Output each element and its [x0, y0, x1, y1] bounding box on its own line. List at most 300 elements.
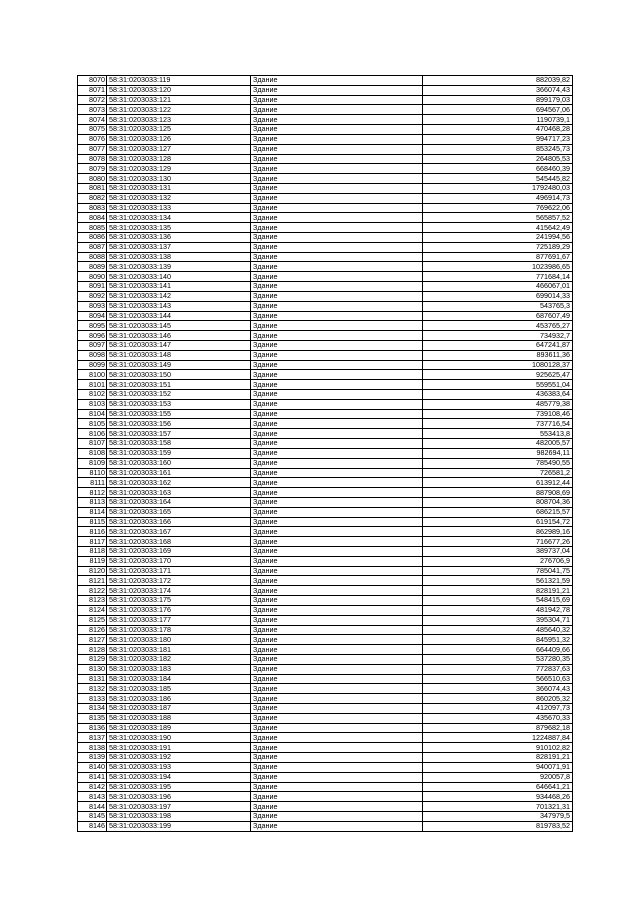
row-number-cell: 8114: [78, 507, 107, 517]
row-number-cell: 8080: [78, 174, 107, 184]
cadastral-value-cell: 561321,59: [423, 576, 573, 586]
row-number-cell: 8140: [78, 762, 107, 772]
table-row: [78, 605, 573, 615]
cadastral-value-cell: 699014,33: [423, 291, 573, 301]
row-number-cell: 8083: [78, 203, 107, 213]
table-row: [78, 792, 573, 802]
row-number-cell: 8113: [78, 497, 107, 507]
table-row: [78, 95, 573, 105]
cadastral-number-cell: 58:31:0203033:195: [107, 782, 251, 792]
cadastral-value-cell: 1080128,37: [423, 360, 573, 370]
object-type-cell: Здание: [251, 331, 423, 341]
table-row: [78, 301, 573, 311]
cadastral-value-cell: 734932,7: [423, 331, 573, 341]
table-row: [78, 802, 573, 812]
table-row: [78, 488, 573, 498]
row-number-cell: 8071: [78, 85, 107, 95]
table-row: [78, 704, 573, 714]
cadastral-number-cell: 58:31:0203033:199: [107, 821, 251, 831]
cadastral-value-cell: 853245,73: [423, 144, 573, 154]
cadastral-value-cell: 934468,26: [423, 792, 573, 802]
row-number-cell: 8089: [78, 262, 107, 272]
object-type-cell: Здание: [251, 625, 423, 635]
row-number-cell: 8111: [78, 478, 107, 488]
cadastral-value-cell: 879682,18: [423, 723, 573, 733]
row-number-cell: 8131: [78, 674, 107, 684]
object-type-cell: Здание: [251, 282, 423, 292]
cadastral-value-cell: 828191,21: [423, 753, 573, 763]
object-type-cell: Здание: [251, 713, 423, 723]
table-row: [78, 183, 573, 193]
cadastral-value-cell: 366074,43: [423, 85, 573, 95]
cadastral-value-cell: 860205,32: [423, 694, 573, 704]
row-number-cell: 8119: [78, 556, 107, 566]
row-number-cell: 8144: [78, 802, 107, 812]
table-row: [78, 497, 573, 507]
row-number-cell: 8079: [78, 164, 107, 174]
cadastral-value-cell: 496914,73: [423, 193, 573, 203]
table-row: [78, 233, 573, 243]
object-type-cell: Здание: [251, 340, 423, 350]
cadastral-number-cell: 58:31:0203033:150: [107, 370, 251, 380]
object-type-cell: Здание: [251, 448, 423, 458]
row-number-cell: 8107: [78, 439, 107, 449]
cadastral-number-cell: 58:31:0203033:131: [107, 183, 251, 193]
object-type-cell: Здание: [251, 272, 423, 282]
cadastral-value-cell: 453765,27: [423, 321, 573, 331]
cadastral-value-cell: 436383,64: [423, 390, 573, 400]
cadastral-number-cell: 58:31:0203033:177: [107, 615, 251, 625]
object-type-cell: Здание: [251, 762, 423, 772]
cadastral-number-cell: 58:31:0203033:171: [107, 566, 251, 576]
table-row: [78, 262, 573, 272]
cadastral-value-cell: 619154,72: [423, 517, 573, 527]
table-row: [78, 291, 573, 301]
object-type-cell: Здание: [251, 321, 423, 331]
object-type-cell: Здание: [251, 654, 423, 664]
table-body: [78, 76, 573, 832]
cadastral-value-cell: 545445,82: [423, 174, 573, 184]
cadastral-value-cell: 877691,67: [423, 252, 573, 262]
object-type-cell: Здание: [251, 360, 423, 370]
cadastral-value-cell: 910102,82: [423, 743, 573, 753]
cadastral-value-cell: 537280,35: [423, 654, 573, 664]
row-number-cell: 8108: [78, 448, 107, 458]
cadastral-number-cell: 58:31:0203033:140: [107, 272, 251, 282]
table-row: [78, 537, 573, 547]
object-type-cell: Здание: [251, 262, 423, 272]
row-number-cell: 8124: [78, 605, 107, 615]
row-number-cell: 8145: [78, 811, 107, 821]
table-row: [78, 252, 573, 262]
cadastral-value-cell: 264805,53: [423, 154, 573, 164]
row-number-cell: 8120: [78, 566, 107, 576]
cadastral-number-cell: 58:31:0203033:159: [107, 448, 251, 458]
table-row: [78, 409, 573, 419]
cadastral-number-cell: 58:31:0203033:158: [107, 439, 251, 449]
object-type-cell: Здание: [251, 399, 423, 409]
object-type-cell: Здание: [251, 684, 423, 694]
cadastral-number-cell: 58:31:0203033:139: [107, 262, 251, 272]
cadastral-value-cell: 725189,29: [423, 242, 573, 252]
cadastral-number-cell: 58:31:0203033:142: [107, 291, 251, 301]
object-type-cell: Здание: [251, 242, 423, 252]
object-type-cell: Здание: [251, 301, 423, 311]
row-number-cell: 8102: [78, 390, 107, 400]
row-number-cell: 8134: [78, 704, 107, 714]
table-row: [78, 380, 573, 390]
cadastral-number-cell: 58:31:0203033:160: [107, 458, 251, 468]
cadastral-value-cell: 543765,3: [423, 301, 573, 311]
document-sheet: [77, 75, 573, 832]
row-number-cell: 8100: [78, 370, 107, 380]
table-row: [78, 360, 573, 370]
table-row: [78, 517, 573, 527]
cadastral-number-cell: 58:31:0203033:135: [107, 223, 251, 233]
cadastral-value-cell: 276706,9: [423, 556, 573, 566]
cadastral-number-cell: 58:31:0203033:153: [107, 399, 251, 409]
cadastral-value-cell: 1224887,84: [423, 733, 573, 743]
object-type-cell: Здание: [251, 566, 423, 576]
table-row: [78, 134, 573, 144]
row-number-cell: 8138: [78, 743, 107, 753]
row-number-cell: 8109: [78, 458, 107, 468]
row-number-cell: 8082: [78, 193, 107, 203]
cadastral-value-cell: 553413,8: [423, 429, 573, 439]
table-row: [78, 321, 573, 331]
cadastral-number-cell: 58:31:0203033:183: [107, 664, 251, 674]
cadastral-number-cell: 58:31:0203033:130: [107, 174, 251, 184]
object-type-cell: Здание: [251, 507, 423, 517]
table-row: [78, 478, 573, 488]
object-type-cell: Здание: [251, 95, 423, 105]
cadastral-value-cell: 485779,38: [423, 399, 573, 409]
cadastral-number-cell: 58:31:0203033:161: [107, 468, 251, 478]
cadastral-number-cell: 58:31:0203033:194: [107, 772, 251, 782]
cadastral-value-cell: 435670,33: [423, 713, 573, 723]
cadastral-number-cell: 58:31:0203033:147: [107, 340, 251, 350]
cadastral-number-cell: 58:31:0203033:180: [107, 635, 251, 645]
cadastral-number-cell: 58:31:0203033:175: [107, 596, 251, 606]
cadastral-number-cell: 58:31:0203033:181: [107, 645, 251, 655]
cadastral-value-cell: 548415,69: [423, 596, 573, 606]
table-row: [78, 115, 573, 125]
table-row: [78, 694, 573, 704]
object-type-cell: Здание: [251, 664, 423, 674]
object-type-cell: Здание: [251, 468, 423, 478]
table-row: [78, 782, 573, 792]
row-number-cell: 8129: [78, 654, 107, 664]
cadastral-number-cell: 58:31:0203033:186: [107, 694, 251, 704]
table-row: [78, 821, 573, 831]
cadastral-number-cell: 58:31:0203033:168: [107, 537, 251, 547]
cadastral-value-cell: 1190739,1: [423, 115, 573, 125]
table-row: [78, 527, 573, 537]
object-type-cell: Здание: [251, 772, 423, 782]
table-row: [78, 811, 573, 821]
row-number-cell: 8130: [78, 664, 107, 674]
cadastral-value-cell: 647241,87: [423, 340, 573, 350]
cadastral-number-cell: 58:31:0203033:136: [107, 233, 251, 243]
row-number-cell: 8112: [78, 488, 107, 498]
object-type-cell: Здание: [251, 154, 423, 164]
cadastral-value-cell: 1792480,03: [423, 183, 573, 193]
cadastral-value-cell: 862989,16: [423, 527, 573, 537]
cadastral-number-cell: 58:31:0203033:170: [107, 556, 251, 566]
cadastral-number-cell: 58:31:0203033:190: [107, 733, 251, 743]
cadastral-number-cell: 58:31:0203033:174: [107, 586, 251, 596]
table-row: [78, 174, 573, 184]
table-row: [78, 615, 573, 625]
table-row: [78, 468, 573, 478]
cadastral-value-cell: 470468,28: [423, 125, 573, 135]
row-number-cell: 8075: [78, 125, 107, 135]
cadastral-value-cell: 701321,31: [423, 802, 573, 812]
object-type-cell: Здание: [251, 586, 423, 596]
cadastral-value-cell: 920057,8: [423, 772, 573, 782]
object-type-cell: Здание: [251, 439, 423, 449]
cadastral-number-cell: 58:31:0203033:193: [107, 762, 251, 772]
cadastral-number-cell: 58:31:0203033:132: [107, 193, 251, 203]
cadastral-number-cell: 58:31:0203033:155: [107, 409, 251, 419]
row-number-cell: 8070: [78, 76, 107, 86]
row-number-cell: 8077: [78, 144, 107, 154]
cadastral-value-cell: 819783,52: [423, 821, 573, 831]
cadastral-number-cell: 58:31:0203033:166: [107, 517, 251, 527]
row-number-cell: 8085: [78, 223, 107, 233]
object-type-cell: Здание: [251, 645, 423, 655]
cadastral-number-cell: 58:31:0203033:184: [107, 674, 251, 684]
row-number-cell: 8073: [78, 105, 107, 115]
table-row: [78, 547, 573, 557]
table-row: [78, 105, 573, 115]
table-row: [78, 340, 573, 350]
table-row: [78, 654, 573, 664]
table-row: [78, 713, 573, 723]
table-row: [78, 586, 573, 596]
table-row: [78, 458, 573, 468]
row-number-cell: 8095: [78, 321, 107, 331]
row-number-cell: 8088: [78, 252, 107, 262]
cadastral-value-cell: 785490,55: [423, 458, 573, 468]
row-number-cell: 8087: [78, 242, 107, 252]
cadastral-value-cell: 769622,06: [423, 203, 573, 213]
cadastral-number-cell: 58:31:0203033:189: [107, 723, 251, 733]
row-number-cell: 8136: [78, 723, 107, 733]
cadastral-value-cell: 559551,04: [423, 380, 573, 390]
cadastral-value-cell: 347979,5: [423, 811, 573, 821]
cadastral-number-cell: 58:31:0203033:182: [107, 654, 251, 664]
row-number-cell: 8132: [78, 684, 107, 694]
cadastral-value-cell: 694567,06: [423, 105, 573, 115]
object-type-cell: Здание: [251, 419, 423, 429]
cadastral-number-cell: 58:31:0203033:197: [107, 802, 251, 812]
row-number-cell: 8137: [78, 733, 107, 743]
cadastral-number-cell: 58:31:0203033:196: [107, 792, 251, 802]
cadastral-number-cell: 58:31:0203033:188: [107, 713, 251, 723]
cadastral-value-cell: 1023986,65: [423, 262, 573, 272]
cadastral-value-cell: 565857,52: [423, 213, 573, 223]
object-type-cell: Здание: [251, 311, 423, 321]
object-type-cell: Здание: [251, 115, 423, 125]
cadastral-value-cell: 925625,47: [423, 370, 573, 380]
cadastral-number-cell: 58:31:0203033:126: [107, 134, 251, 144]
cadastral-value-cell: 994717,23: [423, 134, 573, 144]
row-number-cell: 8142: [78, 782, 107, 792]
row-number-cell: 8121: [78, 576, 107, 586]
cadastral-number-cell: 58:31:0203033:134: [107, 213, 251, 223]
row-number-cell: 8106: [78, 429, 107, 439]
table-row: [78, 85, 573, 95]
cadastral-number-cell: 58:31:0203033:141: [107, 282, 251, 292]
cadastral-number-cell: 58:31:0203033:148: [107, 350, 251, 360]
row-number-cell: 8127: [78, 635, 107, 645]
table-row: [78, 390, 573, 400]
row-number-cell: 8110: [78, 468, 107, 478]
cadastral-number-cell: 58:31:0203033:129: [107, 164, 251, 174]
object-type-cell: Здание: [251, 350, 423, 360]
object-type-cell: Здание: [251, 183, 423, 193]
table-row: [78, 762, 573, 772]
object-type-cell: Здание: [251, 105, 423, 115]
row-number-cell: 8094: [78, 311, 107, 321]
row-number-cell: 8117: [78, 537, 107, 547]
cadastral-value-cell: 389737,04: [423, 547, 573, 557]
cadastral-number-cell: 58:31:0203033:185: [107, 684, 251, 694]
cadastral-number-cell: 58:31:0203033:164: [107, 497, 251, 507]
object-type-cell: Здание: [251, 802, 423, 812]
cadastral-number-cell: 58:31:0203033:123: [107, 115, 251, 125]
table-row: [78, 429, 573, 439]
row-number-cell: 8096: [78, 331, 107, 341]
table-row: [78, 154, 573, 164]
row-number-cell: 8135: [78, 713, 107, 723]
cadastral-number-cell: 58:31:0203033:172: [107, 576, 251, 586]
cadastral-number-cell: 58:31:0203033:149: [107, 360, 251, 370]
row-number-cell: 8081: [78, 183, 107, 193]
table-row: [78, 311, 573, 321]
object-type-cell: Здание: [251, 213, 423, 223]
cadastral-value-cell: 668460,39: [423, 164, 573, 174]
object-type-cell: Здание: [251, 203, 423, 213]
table-row: [78, 350, 573, 360]
cadastral-number-cell: 58:31:0203033:163: [107, 488, 251, 498]
table-row: [78, 507, 573, 517]
row-number-cell: 8105: [78, 419, 107, 429]
row-number-cell: 8116: [78, 527, 107, 537]
table-row: [78, 242, 573, 252]
cadastral-value-cell: 785041,75: [423, 566, 573, 576]
row-number-cell: 8097: [78, 340, 107, 350]
cadastral-value-cell: 613912,44: [423, 478, 573, 488]
cadastral-value-cell: 737716,54: [423, 419, 573, 429]
object-type-cell: Здание: [251, 478, 423, 488]
row-number-cell: 8084: [78, 213, 107, 223]
cadastral-number-cell: 58:31:0203033:192: [107, 753, 251, 763]
row-number-cell: 8099: [78, 360, 107, 370]
table-row: [78, 576, 573, 586]
row-number-cell: 8126: [78, 625, 107, 635]
cadastral-value-cell: 466067,01: [423, 282, 573, 292]
cadastral-value-table: [77, 75, 573, 832]
object-type-cell: Здание: [251, 125, 423, 135]
object-type-cell: Здание: [251, 792, 423, 802]
object-type-cell: Здание: [251, 409, 423, 419]
cadastral-number-cell: 58:31:0203033:121: [107, 95, 251, 105]
cadastral-number-cell: 58:31:0203033:152: [107, 390, 251, 400]
object-type-cell: Здание: [251, 144, 423, 154]
row-number-cell: 8141: [78, 772, 107, 782]
cadastral-number-cell: 58:31:0203033:133: [107, 203, 251, 213]
object-type-cell: Здание: [251, 76, 423, 86]
table-row: [78, 419, 573, 429]
table-row: [78, 723, 573, 733]
table-row: [78, 556, 573, 566]
cadastral-value-cell: 726581,2: [423, 468, 573, 478]
object-type-cell: Здание: [251, 233, 423, 243]
cadastral-number-cell: 58:31:0203033:143: [107, 301, 251, 311]
table-row: [78, 753, 573, 763]
row-number-cell: 8103: [78, 399, 107, 409]
cadastral-number-cell: 58:31:0203033:178: [107, 625, 251, 635]
row-number-cell: 8090: [78, 272, 107, 282]
table-row: [78, 164, 573, 174]
cadastral-value-cell: 415642,49: [423, 223, 573, 233]
cadastral-value-cell: 241994,56: [423, 233, 573, 243]
object-type-cell: Здание: [251, 723, 423, 733]
object-type-cell: Здание: [251, 134, 423, 144]
cadastral-value-cell: 882039,82: [423, 76, 573, 86]
cadastral-number-cell: 58:31:0203033:138: [107, 252, 251, 262]
cadastral-number-cell: 58:31:0203033:165: [107, 507, 251, 517]
table-row: [78, 772, 573, 782]
row-number-cell: 8086: [78, 233, 107, 243]
cadastral-number-cell: 58:31:0203033:187: [107, 704, 251, 714]
object-type-cell: Здание: [251, 743, 423, 753]
cadastral-value-cell: 828191,21: [423, 586, 573, 596]
cadastral-number-cell: 58:31:0203033:198: [107, 811, 251, 821]
cadastral-value-cell: 485640,32: [423, 625, 573, 635]
table-row: [78, 733, 573, 743]
table-row: [78, 125, 573, 135]
object-type-cell: Здание: [251, 429, 423, 439]
object-type-cell: Здание: [251, 733, 423, 743]
cadastral-number-cell: 58:31:0203033:128: [107, 154, 251, 164]
table-row: [78, 448, 573, 458]
table-row: [78, 664, 573, 674]
cadastral-value-cell: 808704,36: [423, 497, 573, 507]
cadastral-number-cell: 58:31:0203033:127: [107, 144, 251, 154]
object-type-cell: Здание: [251, 370, 423, 380]
object-type-cell: Здание: [251, 488, 423, 498]
cadastral-number-cell: 58:31:0203033:144: [107, 311, 251, 321]
table-row: [78, 439, 573, 449]
object-type-cell: Здание: [251, 193, 423, 203]
row-number-cell: 8078: [78, 154, 107, 164]
object-type-cell: Здание: [251, 547, 423, 557]
table-row: [78, 144, 573, 154]
table-row: [78, 213, 573, 223]
cadastral-number-cell: 58:31:0203033:151: [107, 380, 251, 390]
cadastral-number-cell: 58:31:0203033:162: [107, 478, 251, 488]
table-row: [78, 331, 573, 341]
table-row: [78, 193, 573, 203]
cadastral-value-cell: 899179,03: [423, 95, 573, 105]
cadastral-value-cell: 739108,46: [423, 409, 573, 419]
object-type-cell: Здание: [251, 674, 423, 684]
cadastral-value-cell: 664409,66: [423, 645, 573, 655]
table-row: [78, 370, 573, 380]
